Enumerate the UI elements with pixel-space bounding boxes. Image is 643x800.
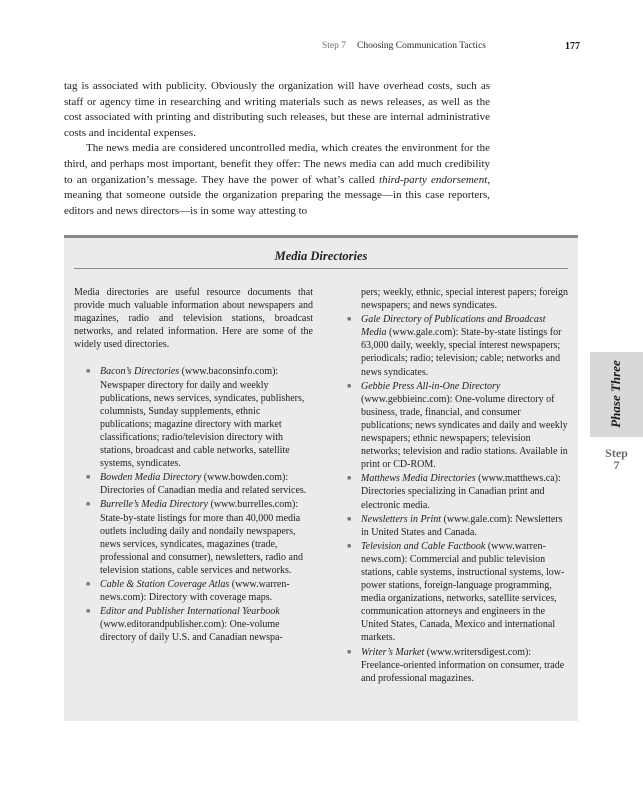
directory-name: Gebbie Press All-in-One Directory bbox=[361, 380, 501, 392]
step-number: 7 bbox=[613, 458, 620, 472]
directory-list-left bbox=[74, 365, 313, 644]
directory-description: (www.baconsinfo.com): Newspaper directory for daily and weekly publications, news services, syndicates, publishers, columnists, Sunday supplements, ethnic publications; magazine directory with market classifications; radio/television directory with stations, broadcast and cable networks, satellite systems, syndicates. bbox=[100, 366, 305, 470]
directory-description: (www.matthews.ca): Directories specializing in Canadian print and electronic media. bbox=[361, 473, 561, 511]
directory-name: Bowden Media Directory bbox=[100, 472, 202, 484]
list-item bbox=[74, 471, 313, 497]
body-paragraph-2 bbox=[64, 141, 490, 219]
bullet-icon: ■ bbox=[347, 647, 352, 656]
paragraph-2-text-a: The news media are considered uncontrolled media, which creates the environment for the third, and perhaps most important, benefit they offer: The news media can add much credibility to an organization’s message. They have the power of what’s called bbox=[64, 142, 490, 186]
list-item bbox=[74, 365, 313, 470]
directory-name: Television and Cable Factbook bbox=[361, 540, 486, 552]
directory-name: Cable & Station Coverage Atlas bbox=[100, 578, 230, 590]
sidebar-title: Media Directories bbox=[274, 249, 368, 263]
step-label: Step bbox=[605, 446, 628, 460]
directory-description: (www.writersdigest.com): Freelance-oriented information on consumer, trade and professional magazines. bbox=[361, 646, 565, 684]
phase-label: Phase Three bbox=[608, 360, 623, 428]
bullet-icon: ■ bbox=[86, 579, 91, 588]
bullet-icon: ■ bbox=[86, 500, 91, 509]
body-paragraph-1: tag is associated with publicity. Obviously the organization will have overhead costs, such as staff or agency time in researching and writing materials such as news releases, as well as the cost associated with printing and distributing such releases, but these are internal administrative costs and incidental expenses. bbox=[64, 80, 490, 139]
directory-name: Burrelle’s Media Directory bbox=[100, 499, 208, 511]
paragraph-2-text-b: , meaning that someone outside the organization preparing the message—in this case reporters, editors and news directors—is in some way attesting to bbox=[64, 173, 490, 217]
phase-tab bbox=[590, 352, 643, 437]
sidebar-right-column bbox=[335, 286, 571, 686]
paragraph-2-emphasis: third-party endorsement bbox=[379, 173, 488, 186]
directory-description: (www.warren-news.com): Directory with coverage maps. bbox=[100, 578, 290, 604]
directory-description: (www.warren-news.com): Commercial and public television stations, cable systems, instructional systems, low-power stations, foreign-language programming, media organizations, networks, satellite services, communication attorneys and engineers in the United States, Canada, Mexico and international markets. bbox=[361, 540, 565, 644]
directory-description: (www.editorandpublisher.com): One-volume directory of daily U.S. and Canadian newspa- bbox=[100, 619, 283, 644]
bullet-icon: ■ bbox=[347, 474, 352, 483]
bullet-icon: ■ bbox=[347, 514, 352, 523]
sidebar-left-column bbox=[74, 286, 313, 645]
directory-description: (www.gale.com): State-by-state listings for 63,000 daily, weekly, special interest newspapers; periodicals; radio; television; cable; networks and news syndicates. bbox=[361, 327, 562, 378]
list-item bbox=[335, 380, 571, 472]
bullet-icon: ■ bbox=[347, 541, 352, 550]
bullet-icon: ■ bbox=[347, 381, 352, 390]
directory-name: Writer’s Market bbox=[361, 646, 425, 658]
body-text bbox=[64, 79, 490, 219]
title-divider bbox=[74, 268, 568, 269]
bullet-icon: ■ bbox=[86, 607, 91, 616]
list-item bbox=[74, 498, 313, 577]
directory-description: (www.burrelles.com): State-by-state listings for more than 40,000 media outlets including daily and nondaily newspapers, news services, syndicates, magazines (trade, professional and consumer), newsletters, radio and television stations, cable services and networks. bbox=[100, 499, 303, 576]
list-item bbox=[74, 605, 313, 644]
directory-name: Editor and Publisher International Yearbook bbox=[100, 606, 280, 618]
list-item bbox=[74, 578, 313, 604]
bullet-icon: ■ bbox=[86, 473, 91, 482]
directory-name: Bacon’s Directories bbox=[100, 366, 180, 378]
directory-description: (www.gebbieinc.com): One-volume directory of business, trade, financial, and consumer publications; news syndicates and daily and weekly newspapers; ethnic newspapers; television networks; television and radio stations. Available in print or CD-ROM. bbox=[361, 393, 568, 471]
directory-description: (www.gale.com): Newsletters in United States and Canada. bbox=[361, 513, 563, 538]
header-chapter-title: Choosing Communication Tactics bbox=[357, 41, 486, 51]
list-item bbox=[335, 540, 571, 645]
directory-name: Newsletters in Print bbox=[361, 513, 441, 525]
page-number: 177 bbox=[565, 41, 580, 52]
list-item bbox=[335, 513, 571, 539]
list-item bbox=[335, 313, 571, 378]
bullet-icon: ■ bbox=[347, 315, 352, 324]
header-step: Step 7 bbox=[322, 41, 347, 51]
list-item bbox=[335, 472, 571, 511]
list-continuation: pers; weekly, ethnic, special interest papers; foreign newspapers; and news syndicates. bbox=[361, 287, 569, 312]
list-item bbox=[335, 646, 571, 685]
media-directories-sidebar bbox=[64, 235, 578, 721]
directory-name: Matthews Media Directories bbox=[361, 473, 476, 485]
running-header bbox=[0, 41, 643, 55]
sidebar-intro: Media directories are useful resource documents that provide much valuable information about newspapers and magazines, radio and television stations, broadcast networks, and related information. Here are some of the widely used directories. bbox=[74, 287, 313, 351]
directory-name: Gale Directory of Publications and Broadcast Media bbox=[361, 314, 546, 339]
bullet-icon: ■ bbox=[86, 367, 91, 376]
directory-description: (www.bowden.com): Directories of Canadian media and related services. bbox=[100, 472, 307, 497]
directory-list-right bbox=[335, 313, 571, 685]
